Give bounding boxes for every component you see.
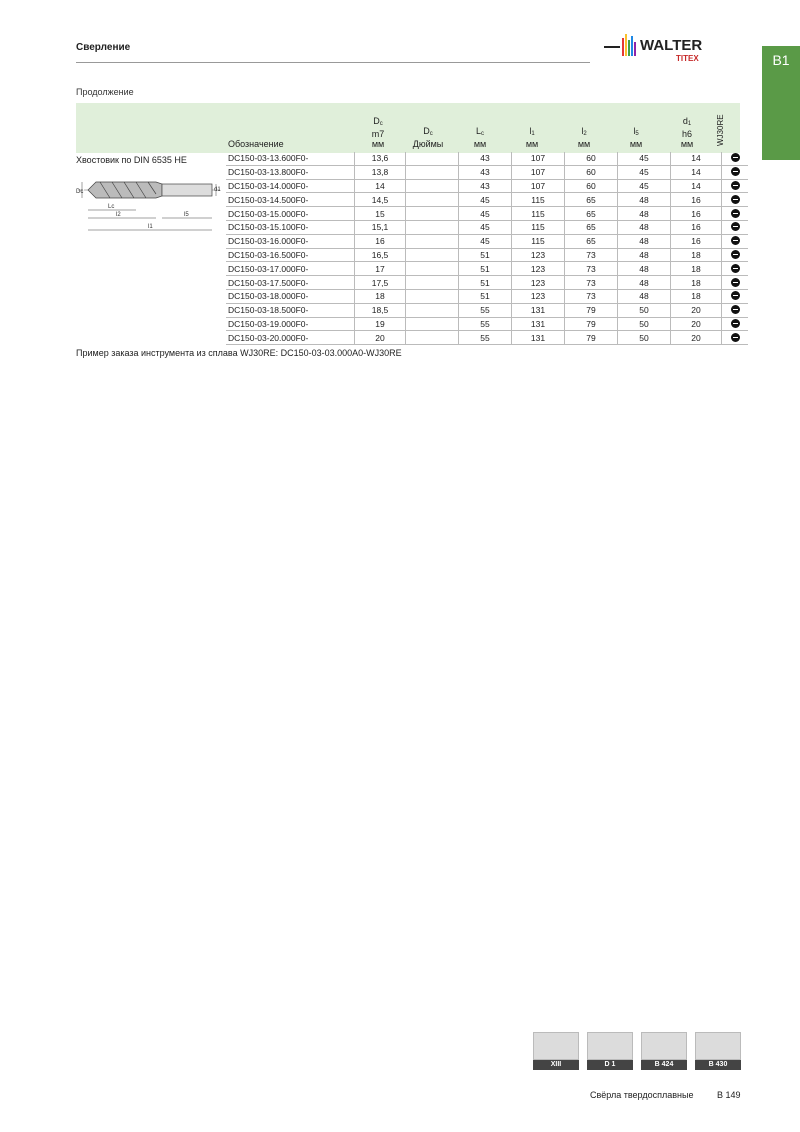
cell-dc: 13,8 [355,165,406,179]
walter-titex-logo [604,30,744,70]
section-tab-label: B1 [772,52,790,68]
cell-dc: 17 [355,262,406,276]
cell-d1: 16 [671,193,722,207]
table-row [226,179,748,193]
label-l2: l2 [116,212,121,218]
cell-d1: 14 [671,165,722,179]
cell-lc: 55 [459,303,512,317]
header-lc: Lc мм [473,126,487,149]
availability-icon [731,167,740,176]
cell-inch [406,276,459,290]
cell-d1: 18 [671,248,722,262]
cell-des: DC150-03-16.500F0- [226,248,355,262]
label-d1: d1 [214,187,221,193]
cell-des: DC150-03-18.000F0- [226,289,355,303]
cell-l5: 50 [618,303,671,317]
continued-label: Продолжение [76,87,134,97]
cell-des: DC150-03-19.000F0- [226,317,355,331]
cell-l1: 131 [512,331,565,345]
header-designation: Обозначение [228,139,284,149]
cell-inch [406,220,459,234]
cell-l2: 60 [565,152,618,165]
cell-grade [722,331,749,345]
info-icon [695,1032,741,1060]
cell-dc: 15,1 [355,220,406,234]
cell-l5: 45 [618,179,671,193]
cell-dc: 18 [355,289,406,303]
table-row [226,303,748,317]
cell-d1: 20 [671,303,722,317]
cell-des: DC150-03-14.000F0- [226,179,355,193]
availability-icon [731,195,740,204]
table-row [226,207,748,221]
cell-l1: 123 [512,276,565,290]
cell-l1: 107 [512,152,565,165]
cell-inch [406,179,459,193]
cell-inch [406,331,459,345]
cell-grade [722,248,749,262]
cell-dc: 13,6 [355,152,406,165]
cell-inch [406,152,459,165]
header-dc-metric: Dc m7 мм [371,116,385,149]
cell-l2: 79 [565,331,618,345]
cell-d1: 16 [671,220,722,234]
cell-lc: 45 [459,234,512,248]
availability-icon [731,209,740,218]
holder-icon [587,1032,633,1060]
table-row [226,276,748,290]
cell-l5: 45 [618,152,671,165]
table-row [226,331,748,345]
cell-l1: 115 [512,193,565,207]
cell-inch [406,248,459,262]
cell-lc: 43 [459,179,512,193]
cell-grade [722,317,749,331]
cell-d1: 16 [671,207,722,221]
label-l1: l1 [148,224,153,230]
cell-l2: 65 [565,193,618,207]
cell-d1: 20 [671,317,722,331]
cell-d1: 16 [671,234,722,248]
cell-lc: 51 [459,276,512,290]
cell-l1: 123 [512,289,565,303]
regrind-icon [533,1032,579,1060]
cell-des: DC150-03-15.000F0- [226,207,355,221]
cell-l5: 48 [618,262,671,276]
cell-lc: 51 [459,289,512,303]
header-l5: l5 мм [629,126,643,149]
footer-page-number: B 149 [717,1090,741,1100]
header-divider [76,62,590,63]
header-grade: WJ30RE [716,114,725,146]
logo-titex-text: TITEX [676,54,699,63]
cell-grade [722,207,749,221]
availability-icon [731,236,740,245]
cell-grade [722,234,749,248]
shank-label: Хвостовик по DIN 6535 HE [76,155,187,165]
cell-lc: 55 [459,317,512,331]
cell-l2: 79 [565,317,618,331]
cell-dc: 17,5 [355,276,406,290]
cell-d1: 18 [671,276,722,290]
cutting-data-icon [641,1032,687,1060]
table-row [226,152,748,165]
cell-l5: 48 [618,207,671,221]
cell-grade [722,276,749,290]
cell-l1: 131 [512,317,565,331]
cell-lc: 43 [459,152,512,165]
cell-d1: 14 [671,179,722,193]
cell-l5: 48 [618,276,671,290]
table-row [226,165,748,179]
cell-l1: 107 [512,179,565,193]
header-l1: l1 мм [525,126,539,149]
cell-l2: 73 [565,248,618,262]
header-dc-inch: Dc Дюймы [412,126,444,149]
cell-des: DC150-03-18.500F0- [226,303,355,317]
icon-caption: B 424 [641,1060,687,1070]
availability-icon [731,319,740,328]
table-row [226,289,748,303]
cell-d1: 18 [671,289,722,303]
cell-des: DC150-03-13.600F0- [226,152,355,165]
footer-icon-3[interactable] [641,1032,687,1070]
cell-l5: 48 [618,234,671,248]
cell-l1: 131 [512,303,565,317]
cell-des: DC150-03-17.000F0- [226,262,355,276]
cell-inch [406,317,459,331]
cell-des: DC150-03-17.500F0- [226,276,355,290]
availability-icon [731,264,740,273]
cell-inch [406,303,459,317]
cell-grade [722,179,749,193]
cell-grade [722,220,749,234]
cell-grade [722,193,749,207]
icon-caption: D 1 [587,1060,633,1070]
cell-l2: 65 [565,234,618,248]
cell-dc: 16,5 [355,248,406,262]
table-row [226,234,748,248]
cell-l5: 48 [618,248,671,262]
cell-l2: 60 [565,165,618,179]
footer-icon-4[interactable] [695,1032,741,1070]
cell-lc: 51 [459,248,512,262]
drill-diagram [76,170,226,240]
cell-l2: 73 [565,262,618,276]
cell-inch [406,165,459,179]
cell-l1: 115 [512,220,565,234]
cell-dc: 15 [355,207,406,221]
page-header-title: Сверление [76,42,131,53]
cell-d1: 20 [671,331,722,345]
cell-l5: 50 [618,331,671,345]
cell-dc: 14,5 [355,193,406,207]
cell-grade [722,152,749,165]
label-l5: l5 [184,212,189,218]
table-row [226,262,748,276]
label-dc: Dc [76,189,84,195]
cell-lc: 45 [459,220,512,234]
cell-l5: 45 [618,165,671,179]
footer-text: Свёрла твердосплавные [590,1090,694,1100]
cell-l2: 60 [565,179,618,193]
cell-des: DC150-03-20.000F0- [226,331,355,345]
cell-l5: 48 [618,193,671,207]
availability-icon [731,333,740,342]
cell-grade [722,303,749,317]
cell-d1: 14 [671,152,722,165]
availability-icon [731,181,740,190]
logo-walter-text: WALTER [640,37,703,54]
cell-l2: 65 [565,220,618,234]
availability-icon [731,305,740,314]
table-row [226,248,748,262]
cell-dc: 20 [355,331,406,345]
cell-l5: 50 [618,317,671,331]
availability-icon [731,250,740,259]
cell-l5: 48 [618,220,671,234]
cell-l1: 115 [512,234,565,248]
data-table [226,152,748,345]
availability-icon [731,153,740,162]
footer-icon-2[interactable] [587,1032,633,1070]
icon-caption: B 430 [695,1060,741,1070]
icon-caption: XIII [533,1060,579,1070]
cell-lc: 43 [459,165,512,179]
cell-des: DC150-03-15.100F0- [226,220,355,234]
cell-l1: 123 [512,262,565,276]
cell-l2: 73 [565,276,618,290]
availability-icon [731,291,740,300]
cell-des: DC150-03-14.500F0- [226,193,355,207]
header-d1: d1 h6 мм [680,116,694,149]
cell-lc: 45 [459,207,512,221]
cell-dc: 14 [355,179,406,193]
cell-l2: 79 [565,303,618,317]
cell-l5: 48 [618,289,671,303]
cell-inch [406,234,459,248]
cell-inch [406,289,459,303]
header-l2: l2 мм [577,126,591,149]
availability-icon [731,222,740,231]
cell-d1: 18 [671,262,722,276]
section-tab [762,46,800,160]
cell-grade [722,289,749,303]
cell-inch [406,262,459,276]
cell-dc: 16 [355,234,406,248]
cell-l1: 123 [512,248,565,262]
cell-l1: 107 [512,165,565,179]
cell-dc: 19 [355,317,406,331]
cell-dc: 18,5 [355,303,406,317]
cell-l2: 65 [565,207,618,221]
cell-lc: 45 [459,193,512,207]
cell-inch [406,193,459,207]
footer-icon-1[interactable] [533,1032,579,1070]
table-row [226,193,748,207]
cell-inch [406,207,459,221]
table-row [226,220,748,234]
cell-des: DC150-03-16.000F0- [226,234,355,248]
availability-icon [731,278,740,287]
label-lc: Lc [108,204,115,210]
table-row [226,317,748,331]
cell-l2: 73 [565,289,618,303]
cell-lc: 51 [459,262,512,276]
order-example: Пример заказа инструмента из сплава WJ30RE: DC150-03-03.000A0-WJ30RE [76,348,402,358]
cell-grade [722,262,749,276]
cell-grade [722,165,749,179]
cell-lc: 55 [459,331,512,345]
cell-des: DC150-03-13.800F0- [226,165,355,179]
cell-l1: 115 [512,207,565,221]
